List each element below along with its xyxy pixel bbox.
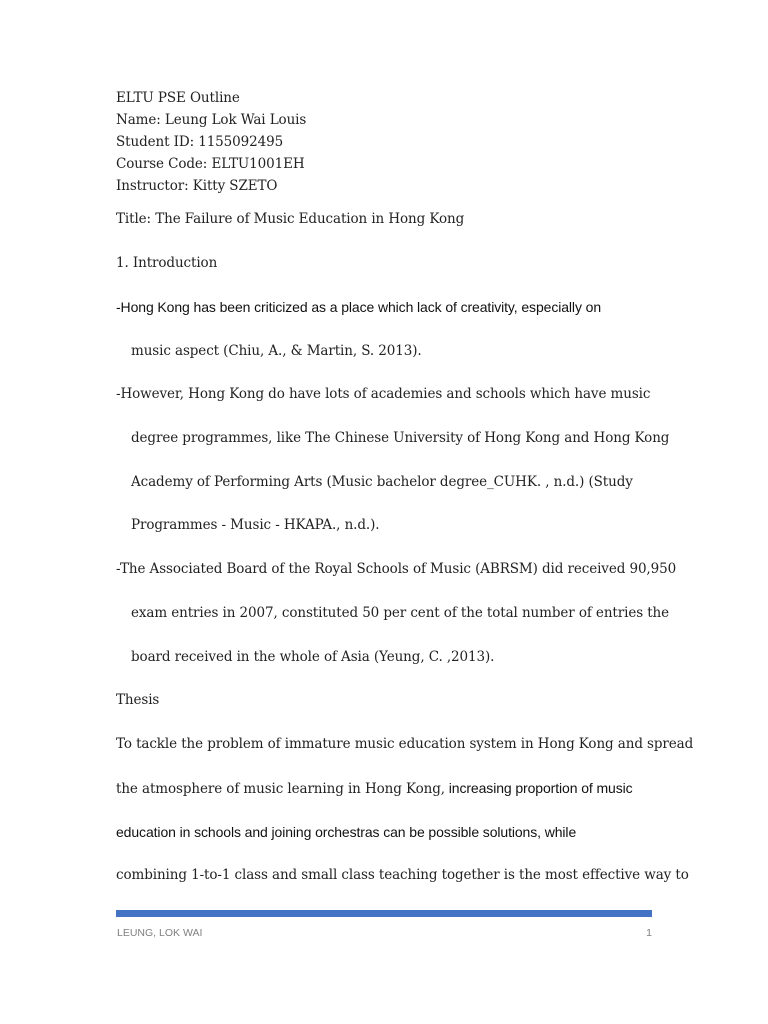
intro-line-4: degree programmes, like The Chinese University of Hong Kong and Hong Kong (131, 430, 670, 446)
footer-rule (116, 910, 652, 917)
thesis-line-3: education in schools and joining orchestras can be possible solutions, while (116, 824, 577, 840)
course-code: Course Code: ELTU1001EH (116, 156, 305, 172)
page-number: 1 (646, 927, 652, 939)
student-id: Student ID: 1155092495 (116, 134, 284, 150)
intro-line-5: Academy of Performing Arts (Music bachelor degree_CUHK. , n.d.) (Study (131, 474, 633, 490)
thesis-line-4: combining 1-to-1 class and small class teaching together is the most effective way to (116, 867, 689, 883)
intro-line-3: -However, Hong Kong do have lots of academies and schools which have music (116, 386, 651, 402)
footer-author: LEUNG, LOK WAI (117, 927, 203, 939)
intro-line-8: exam entries in 2007, constituted 50 per cent of the total number of entries the (131, 605, 670, 621)
intro-line-9: board received in the whole of Asia (Yeung, C. ,2013). (131, 649, 495, 665)
introduction-heading: 1. Introduction (116, 255, 218, 271)
intro-line-2: music aspect (Chiu, A., & Martin, S. 2013). (131, 343, 422, 359)
thesis-line-2-sans: increasing proportion of music (444, 780, 633, 796)
thesis-line-1: To tackle the problem of immature music education system in Hong Kong and spread (116, 736, 694, 752)
thesis-line-2-serif: the atmosphere of music learning in Hong Kong, (116, 781, 445, 797)
document-heading: ELTU PSE Outline (116, 90, 240, 106)
intro-line-6: Programmes - Music - HKAPA., n.d.). (131, 517, 380, 533)
student-name: Name: Leung Lok Wai Louis (116, 112, 307, 128)
thesis-line-2 (116, 779, 633, 798)
intro-line-1: -Hong Kong has been criticized as a place which lack of creativity, especially on (116, 299, 602, 315)
intro-line-7: -The Associated Board of the Royal Schools of Music (ABRSM) did received 90,950 (116, 561, 677, 577)
instructor: Instructor: Kitty SZETO (116, 178, 278, 194)
thesis-heading: Thesis (116, 692, 160, 708)
essay-title: Title: The Failure of Music Education in Hong Kong (116, 211, 465, 227)
